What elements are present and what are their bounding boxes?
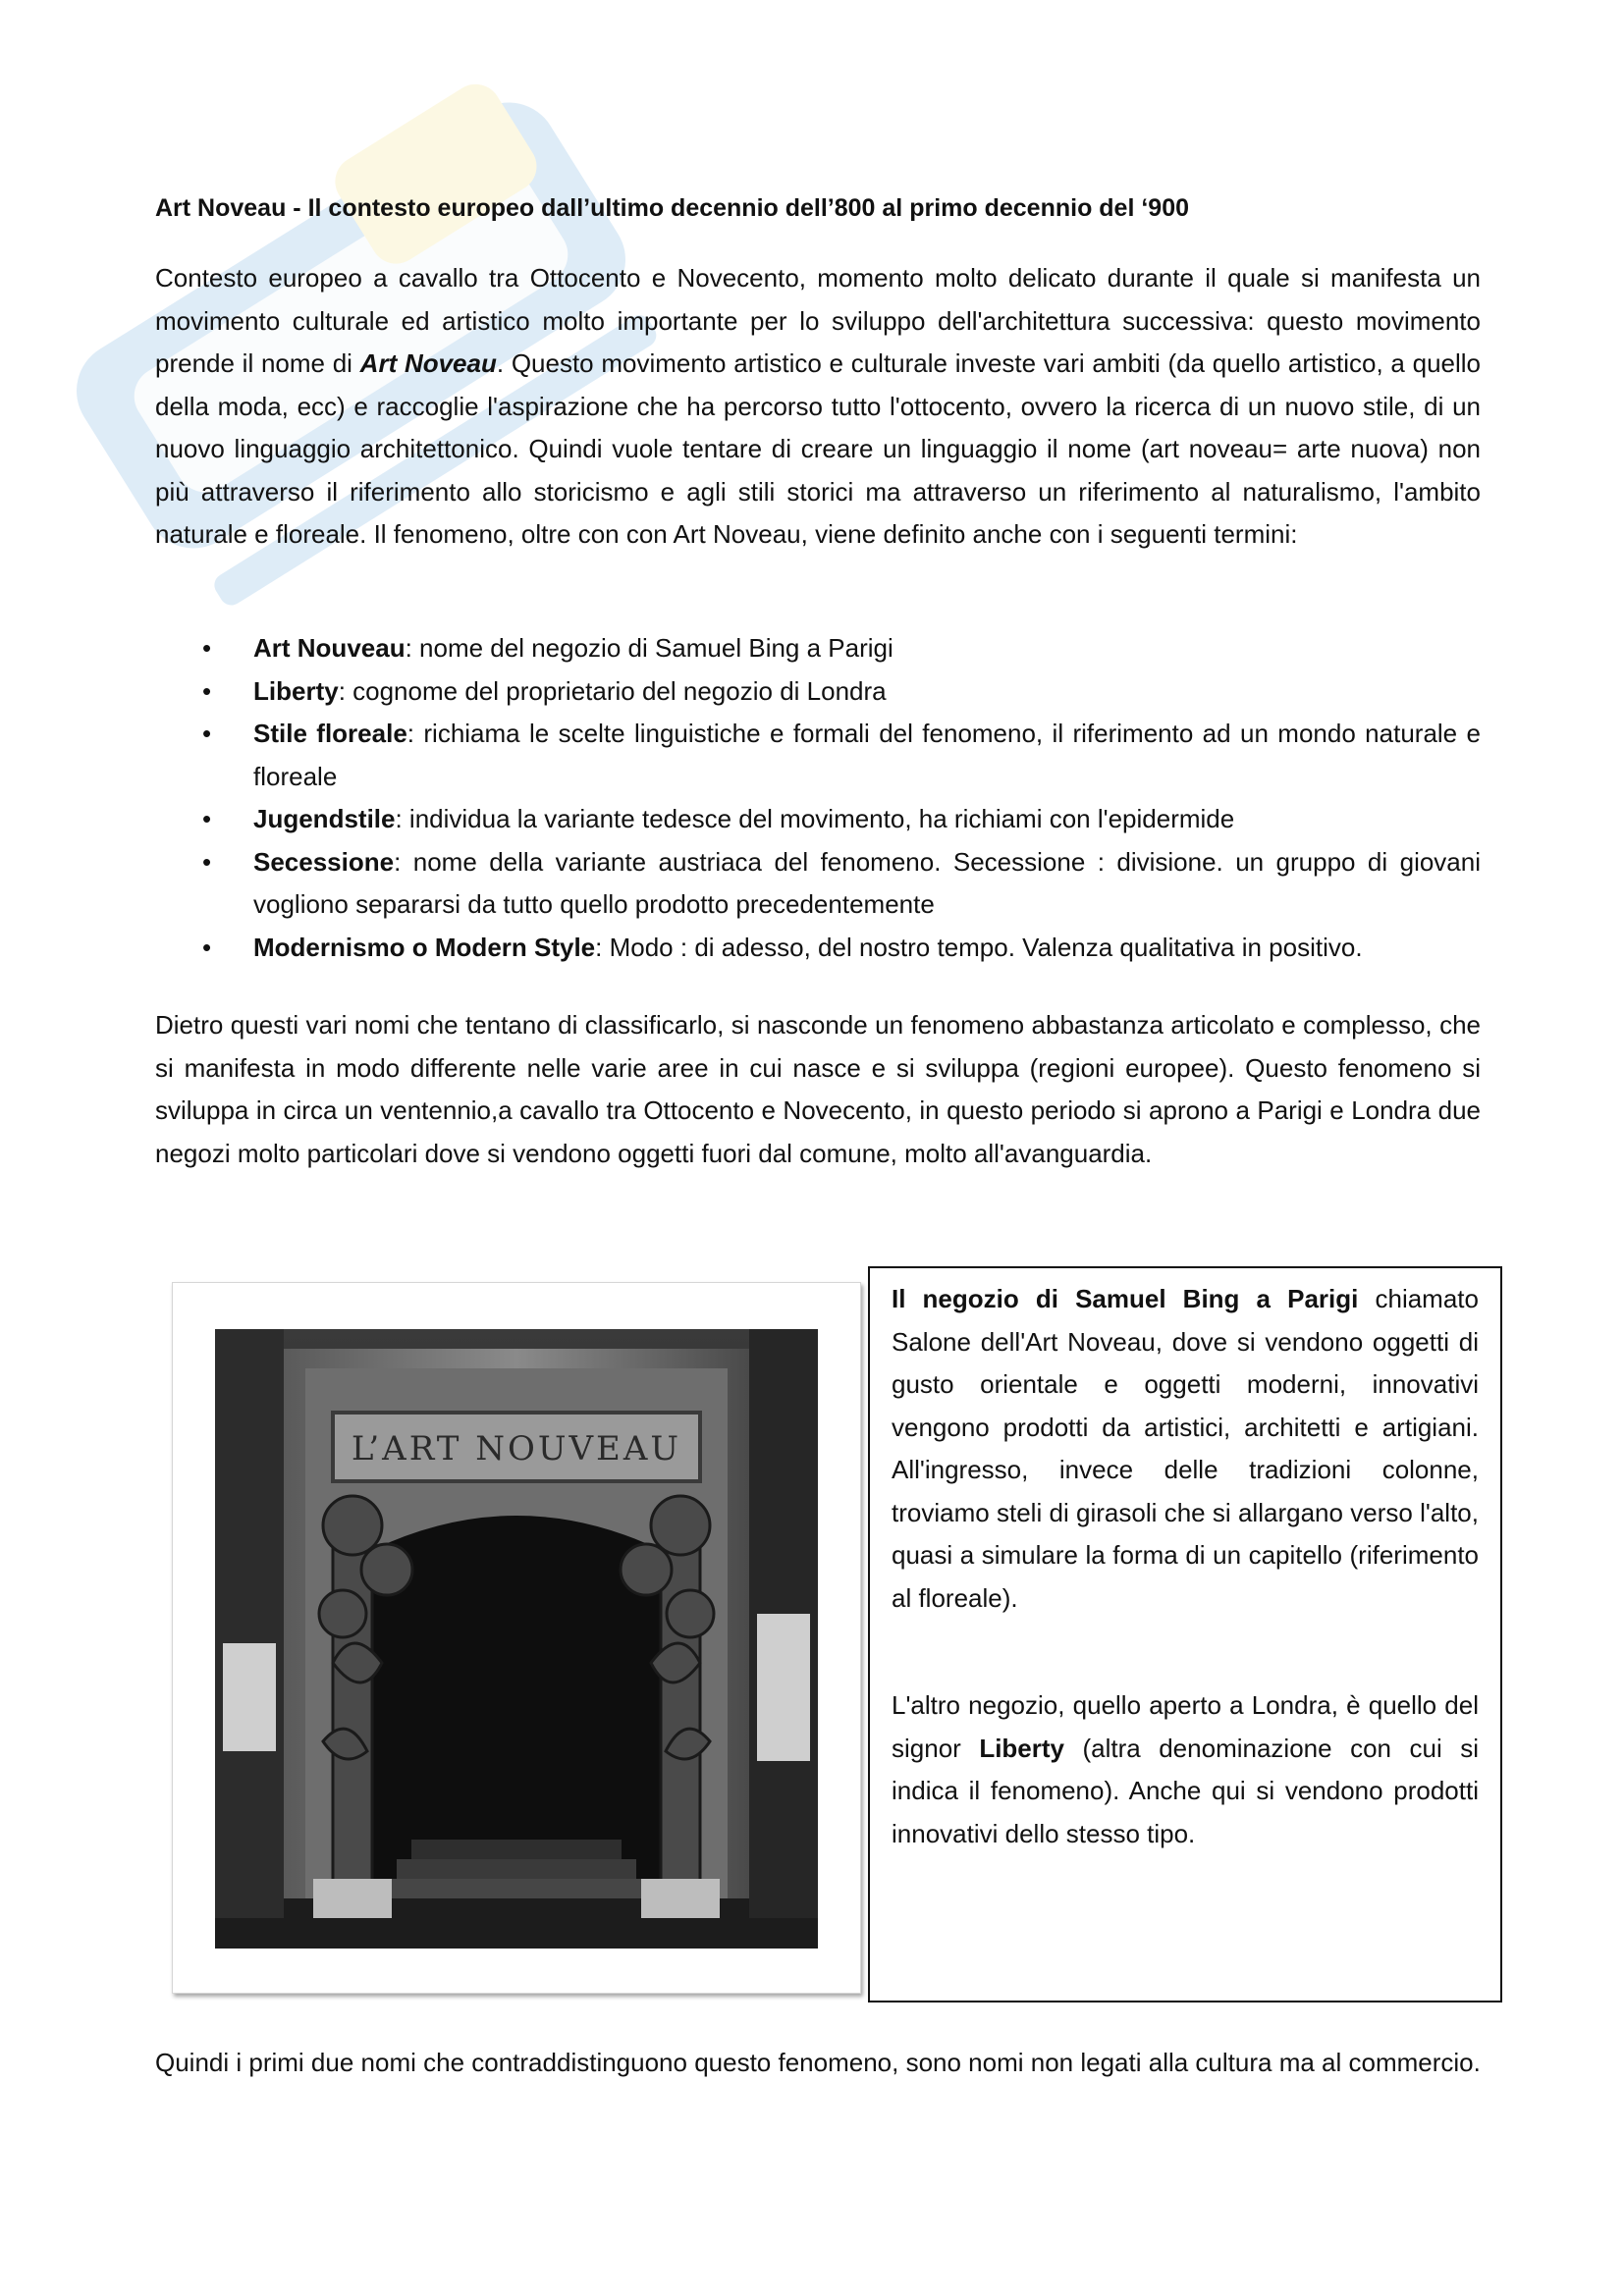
bullet-icon: • bbox=[202, 932, 212, 962]
term-description: : Modo : di adesso, del nostro tempo. Valenza qualitativa in positivo. bbox=[595, 932, 1363, 962]
term-name: Art Nouveau bbox=[253, 633, 406, 663]
term-description: : cognome del proprietario del negozio di Londra bbox=[338, 675, 887, 706]
list-item bbox=[155, 841, 1481, 927]
liberty-shop-text-1: L'altro negozio, quello aperto a Londra, è quello del signor bbox=[892, 1690, 1479, 1763]
context-paragraph: Dietro questi vari nomi che tentano di classificarlo, si nasconde un fenomeno abbastanza articolato e complesso, che si manifesta in modo differente nelle varie aree in cui nasce e si sviluppa (regioni europee). Questo fenomeno si sviluppa in circa un ventennio,a cavallo tra Ottocento e Novecento, in questo periodo si aprono a Parigi e Londra due negozi molto particolari dove si vendono oggetti fuori dal comune, molto all'avanguardia. bbox=[155, 1010, 1481, 1168]
list-item bbox=[155, 798, 1481, 841]
term-name: Jugendstile bbox=[253, 804, 396, 833]
term-description: : nome della variante austriaca del fenomeno. Secessione : divisione. un gruppo di giovani vogliono separarsi da tutto quello prodotto precedentemente bbox=[253, 846, 1481, 919]
intro-text-1: Contesto europeo a cavallo tra Ottocento e Novecento, momento molto delicato durante il quale si manifesta un movimento culturale ed artistico molto importante per lo sviluppo dell'architettura successiva: questo movimento prende il nome di bbox=[155, 263, 1481, 378]
terms-list bbox=[155, 627, 1481, 969]
term-name: Secessione bbox=[253, 846, 395, 877]
bullet-icon: • bbox=[202, 804, 212, 833]
liberty-name: Liberty bbox=[979, 1733, 1064, 1763]
intro-paragraph bbox=[155, 257, 1481, 557]
list-item bbox=[155, 927, 1481, 970]
term-name: Liberty bbox=[253, 675, 339, 706]
term-name: Stile floreale bbox=[253, 719, 407, 748]
shop-entrance-photo bbox=[172, 1282, 861, 1994]
term-description: : richiama le scelte linguistiche e formali del fenomeno, il riferimento ad un mondo naturale e floreale bbox=[253, 719, 1481, 791]
liberty-shop-text-2: (altra denominazione con cui si indica il fenomeno). Anche qui si vendono prodotti innovativi dello stesso tipo. bbox=[892, 1733, 1479, 1848]
bullet-icon: • bbox=[202, 846, 212, 877]
closing-paragraph: Quindi i primi due nomi che contraddistinguono questo fenomeno, sono nomi non legati alla cultura ma al commercio. bbox=[155, 2048, 1481, 2077]
term-description: : individua la variante tedesce del movimento, ha richiami con l'epidermide bbox=[395, 804, 1235, 833]
term-description: : nome del negozio di Samuel Bing a Parigi bbox=[405, 633, 893, 663]
bullet-icon: • bbox=[202, 719, 212, 748]
term-name: Modernismo o Modern Style bbox=[253, 932, 596, 962]
photo-sign-text: L’ART NOUVEAU bbox=[351, 1429, 682, 1468]
intro-text-2: . Questo movimento artistico e culturale investe vari ambiti (da quello artistico, a quello della moda, ecc) e raccoglie l'aspirazione che ha percorso tutto l'ottocento, ovvero la ricerca di un nuovo stile, di un nuovo linguaggio architettonico. Quindi vuole tentare di creare un linguaggio il nome (art noveau= arte nuova) non più attraverso il riferimento allo storicismo e agli stili storici ma attraverso un riferimento al naturalismo, l'ambito naturale e floreale. Il fenomeno, oltre con con Art Noveau, viene definito anche con i seguenti termini: bbox=[155, 348, 1481, 549]
liberty-shop-paragraph bbox=[892, 1684, 1479, 1855]
bing-shop-paragraph bbox=[892, 1278, 1479, 1620]
bing-shop-title: Il negozio di Samuel Bing a Parigi bbox=[892, 1284, 1359, 1313]
list-item bbox=[155, 627, 1481, 670]
bullet-icon: • bbox=[202, 633, 212, 663]
list-item bbox=[155, 670, 1481, 714]
list-item bbox=[155, 713, 1481, 798]
photo-image bbox=[215, 1329, 818, 1949]
intro-emphasis: Art Noveau bbox=[359, 348, 497, 378]
shops-description-box bbox=[868, 1266, 1502, 2002]
bullet-icon: • bbox=[202, 675, 212, 706]
bing-shop-text: chiamato Salone dell'Art Noveau, dove si vendono oggetti di gusto orientale e oggetti moderni, innovativi vengono prodotti da artistici, architetti e artigiani. All'ingresso, invece delle tradizioni colonne, troviamo steli di girasoli che si allargano verso l'alto, quasi a simulare la forma di un capitello (riferimento al floreale). bbox=[892, 1284, 1479, 1613]
document-title: Art Noveau - Il contesto europeo dall’ultimo decennio dell’800 al primo decennio del ‘900 bbox=[155, 194, 1190, 222]
